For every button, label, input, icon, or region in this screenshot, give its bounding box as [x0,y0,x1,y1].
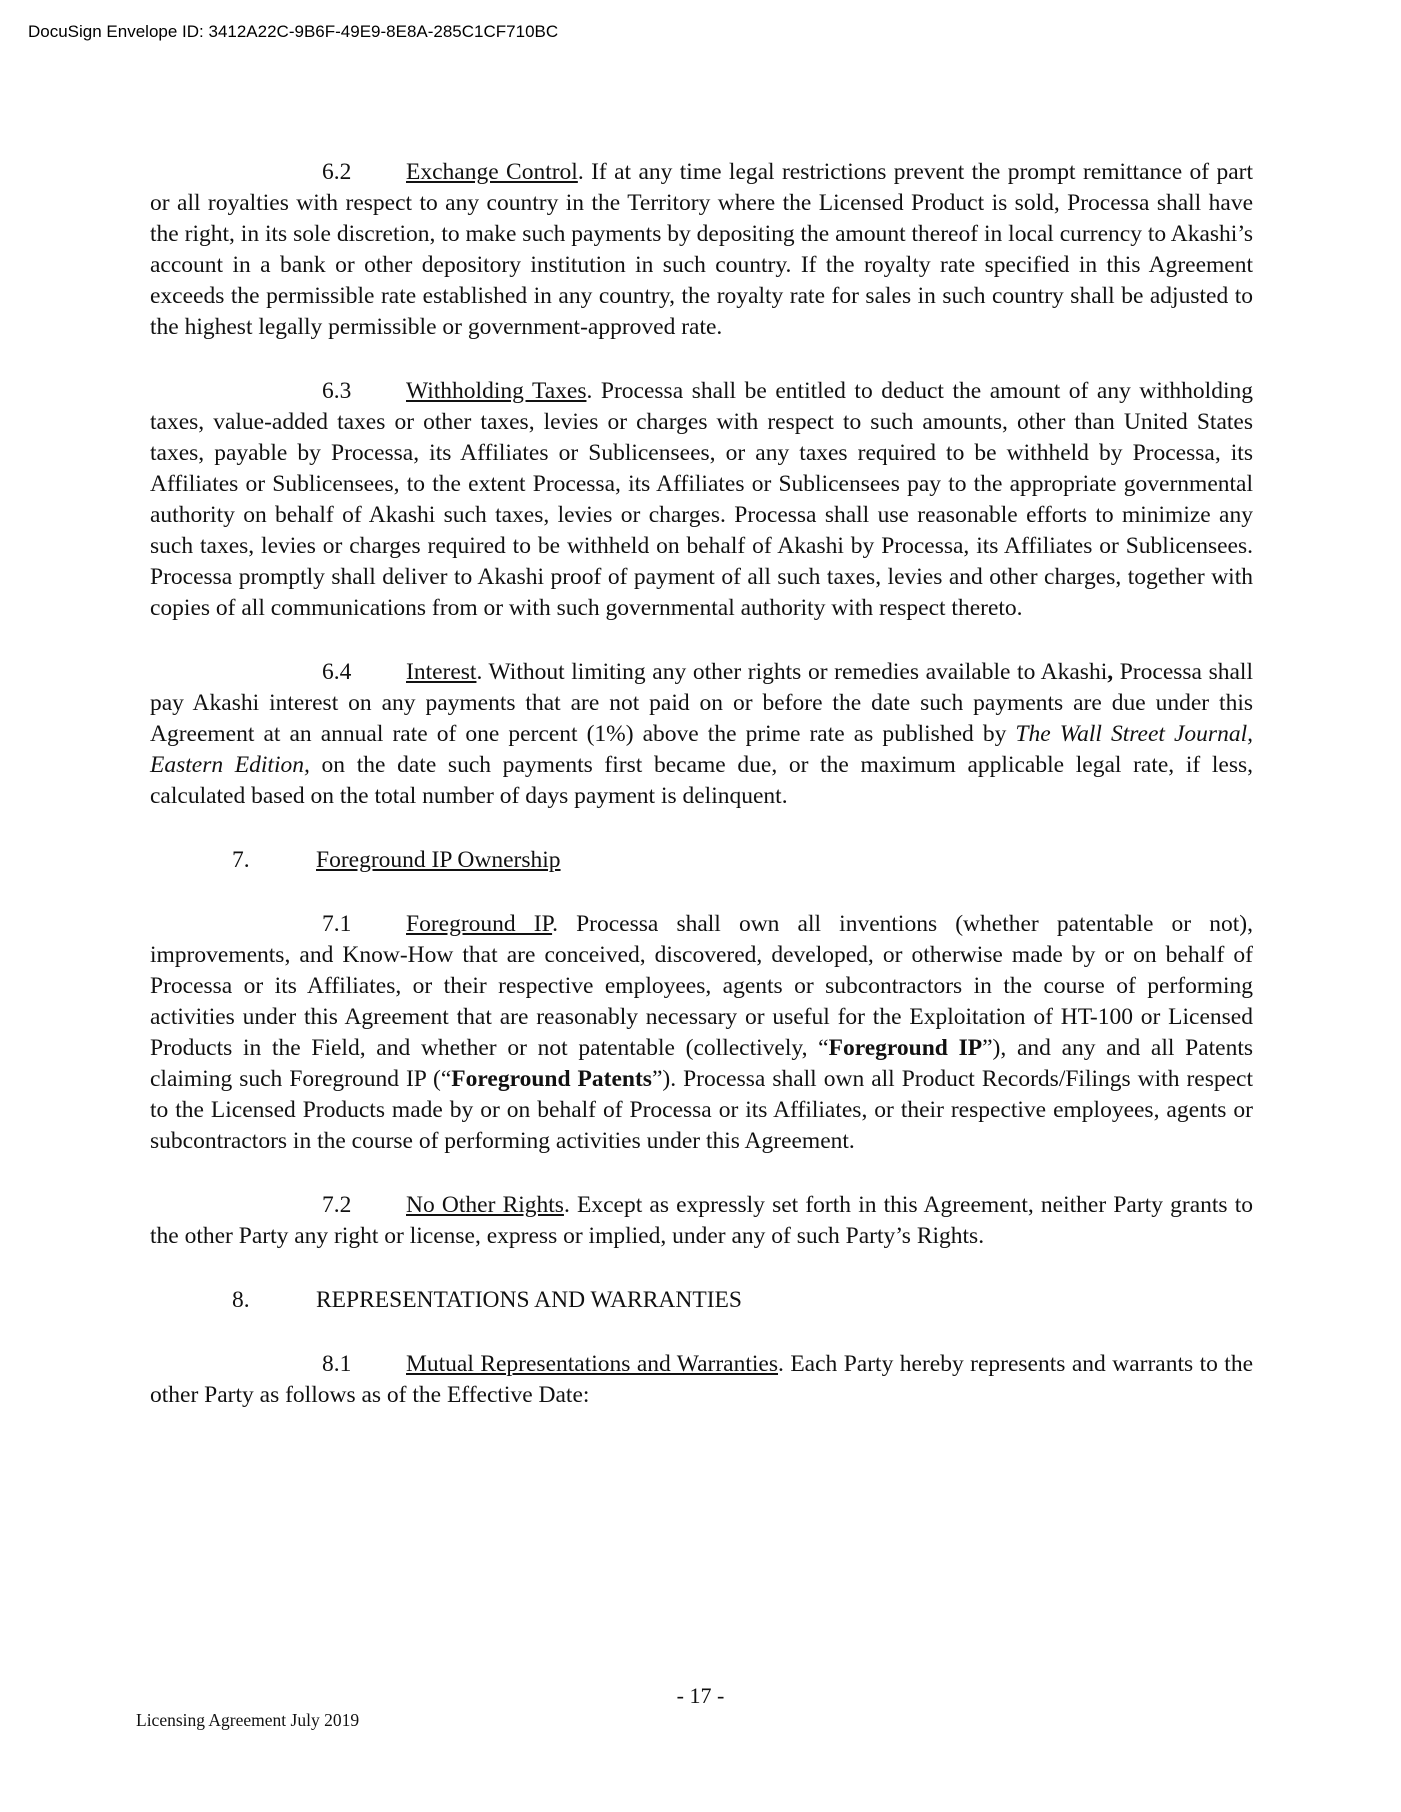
paragraph-6-4 [150,657,1253,812]
document-body [150,157,1253,1444]
paragraph-7 [150,845,1253,876]
paragraph-number: 6.3 [322,378,352,404]
paragraph-heading: Withholding Taxes [406,378,587,404]
paragraph-number: 8. [232,1287,250,1313]
paragraph-8 [150,1285,1253,1316]
paragraph-run: . Each Party hereby represents and warrants to the other Party as follows as of the Effective Date: [150,1351,1253,1408]
paragraph-heading: Foreground IP [406,911,553,937]
paragraph-run: . Processa shall be entitled to deduct the amount of any withholding taxes, value-added taxes or other taxes, levies or charges with respect to such amounts, other than United States taxes, payable by Processa, its Affiliates or Sublicensees, or any taxes required to be withheld by Processa, its Affiliates or Sublicensees, to the extent Processa, its Affiliates or Sublicensees pay to the appropriate governmental authority on behalf of Akashi such taxes, levies or charges. Processa shall use reasonable efforts to minimize any such taxes, levies or charges required to be withheld on behalf of Akashi by Processa, its Affiliates or Sublicensees. Processa promptly shall deliver to Akashi proof of payment of all such taxes, levies and other charges, together with copies of all communications from or with such governmental authority with respect thereto. [150,378,1253,621]
paragraph-run: , [1107,659,1114,685]
paragraph-run: . Except as expressly set forth in this Agreement, neither Party grants to the other Party any right or license, express or implied, under any of such Party’s Rights. [150,1192,1253,1249]
paragraph-7-1 [150,909,1253,1157]
paragraph-run: The Wall Street Journal, Eastern Edition, [150,721,1253,778]
paragraph-run: on the date such payments first became due, or the maximum applicable legal rate, if less, calculated based on the total number of days payment is delinquent. [150,752,1254,809]
paragraph-7-2 [150,1190,1253,1252]
paragraph-number: 7.2 [322,1192,352,1218]
paragraph-run: ”). Processa shall own all Product Records/Filings with respect to the Licensed Products made by or on behalf of Processa or its Affiliates, or their respective employees, agents or subcontractors in the course of performing activities under this Agreement. [150,1066,1253,1154]
paragraph-number: 7. [232,847,250,873]
paragraph-6-3 [150,376,1253,624]
paragraph-heading: Interest [406,659,477,685]
paragraph-number: 7.1 [322,911,352,937]
page-number: - 17 - [676,1683,725,1708]
paragraph-heading: Foreground IP Ownership [316,847,561,873]
paragraph-run: ”), and any and all Patents claiming such Foreground IP (“ [150,1035,1253,1092]
paragraph-number: 6.2 [322,159,352,185]
paragraph-heading: Exchange Control [406,159,578,185]
paragraph-heading: Mutual Representations and Warranties [406,1351,779,1377]
paragraph-run: Processa shall pay Akashi interest on any payments that are not paid on or before the date such payments are due under this Agreement at an annual rate of one percent (1%) above the prime rate as published by [150,659,1253,747]
paragraph-run: . Processa shall own all inventions (whether patentable or not), improvements, and Know-How that are conceived, discovered, developed, or otherwise made by or on behalf of Processa or its Affiliates, or their respective employees, agents or subcontractors in the course of performing activities under this Agreement that are reasonably necessary or useful for the Exploitation of HT-100 or Licensed Products in the Field, and whether or not patentable (collectively, “ [150,911,1253,1061]
paragraph-run: Foreground Patents [451,1066,652,1092]
paragraph-8-1 [150,1349,1253,1411]
paragraph-run: Foreground IP [828,1035,983,1061]
paragraph-number: 8.1 [322,1351,352,1377]
footer-document-title: Licensing Agreement July 2019 [136,1710,360,1730]
paragraph-run: . If at any time legal restrictions prevent the prompt remittance of part or all royalties with respect to any country in the Territory where the Licensed Product is sold, Processa shall have the right, in its sole discretion, to make such payments by depositing the amount thereof in local currency to Akashi’s account in a bank or other depository institution in such country. If the royalty rate specified in this Agreement exceeds the permissible rate established in any country, the royalty rate for sales in such country shall be adjusted to the highest legally permissible or government-approved rate. [150,159,1253,340]
paragraph-run: REPRESENTATIONS AND WARRANTIES [316,1287,742,1313]
paragraph-number: 6.4 [322,659,352,685]
paragraph-heading: No Other Rights [406,1192,564,1218]
docusign-envelope-id: DocuSign Envelope ID: 3412A22C-9B6F-49E9-8E8A-285C1CF710BC [28,22,559,41]
paragraph-6-2 [150,157,1253,343]
paragraph-run: . Without limiting any other rights or remedies available to Akashi [476,659,1108,685]
